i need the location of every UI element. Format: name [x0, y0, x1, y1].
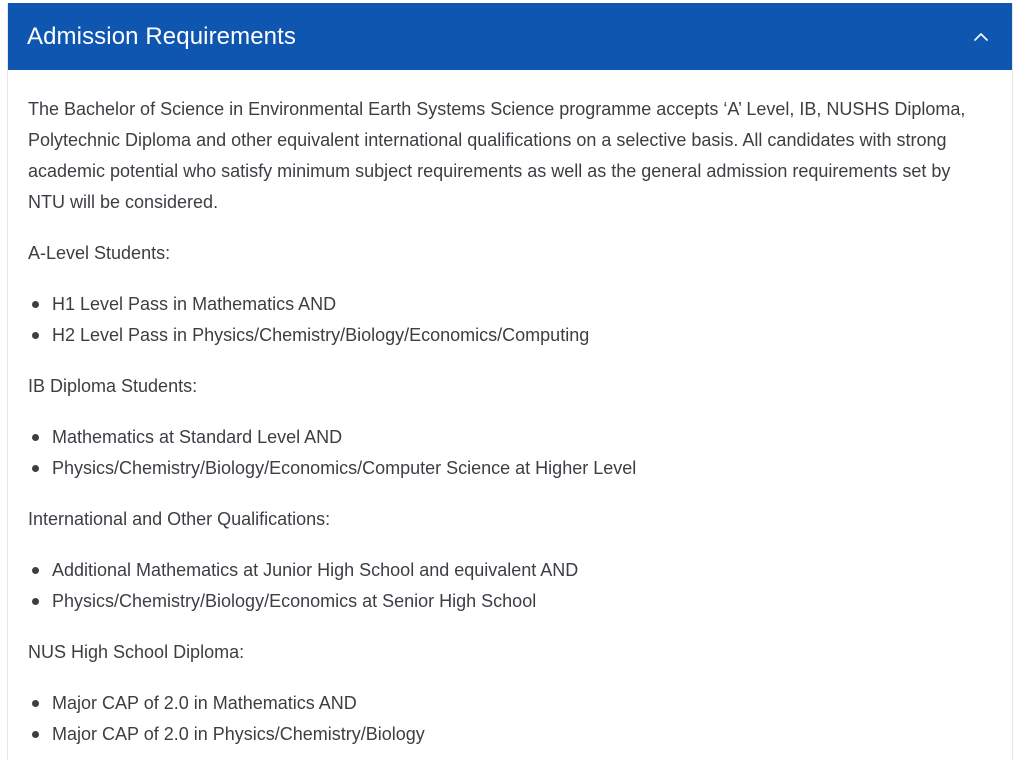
bullet-icon — [32, 332, 39, 339]
bullet-icon — [32, 700, 39, 707]
intro-paragraph: The Bachelor of Science in Environmental Earth Systems Science programme accepts ‘A’ Level, IB, NUSHS Diploma, Polytechnic Diploma and other equivalent international qualifications on a selective basis. All candidates with strong academic potential who satisfy minimum subject requirements as well as the general admission requirements set by NTU will be considered. — [28, 99, 966, 212]
list-item — [28, 555, 988, 586]
requirements-list-international — [28, 555, 988, 617]
list-item-text: Major CAP of 2.0 in Physics/Chemistry/Biology — [52, 724, 425, 744]
section-label-a-level: A-Level Students: — [28, 243, 171, 263]
bullet-icon — [32, 301, 39, 308]
list-item — [28, 453, 988, 484]
chevron-up-icon[interactable] — [970, 26, 992, 48]
list-item — [28, 320, 988, 351]
list-item — [28, 688, 988, 719]
requirements-list-ib-diploma — [28, 422, 988, 484]
section-label-ib-diploma: IB Diploma Students: — [28, 376, 198, 396]
requirements-list-nus-high-school — [28, 688, 988, 750]
list-item-text: Major CAP of 2.0 in Mathematics AND — [52, 693, 357, 713]
list-item-text: H1 Level Pass in Mathematics AND — [52, 294, 337, 314]
list-item-text: Physics/Chemistry/Biology/Economics at Senior High School — [52, 591, 537, 611]
list-item-text: Physics/Chemistry/Biology/Economics/Computer Science at Higher Level — [52, 458, 637, 478]
list-item-text: H2 Level Pass in Physics/Chemistry/Biology/Economics/Computing — [52, 325, 590, 345]
list-item-text: Mathematics at Standard Level AND — [52, 427, 343, 447]
section-label-nus-high-school: NUS High School Diploma: — [28, 642, 245, 662]
list-item — [28, 422, 988, 453]
list-item — [28, 586, 988, 617]
bullet-icon — [32, 465, 39, 472]
admission-requirements-accordion — [7, 3, 1013, 760]
bullet-icon — [32, 434, 39, 441]
accordion-body — [8, 70, 1012, 750]
bullet-icon — [32, 567, 39, 574]
bullet-icon — [32, 598, 39, 605]
bullet-icon — [32, 731, 39, 738]
list-item — [28, 289, 988, 320]
requirements-list-a-level — [28, 289, 988, 351]
accordion-title: Admission Requirements — [27, 22, 296, 50]
accordion-header[interactable] — [8, 3, 1012, 70]
section-label-international: International and Other Qualifications: — [28, 509, 331, 529]
list-item-text: Additional Mathematics at Junior High School and equivalent AND — [52, 560, 579, 580]
list-item — [28, 719, 988, 750]
